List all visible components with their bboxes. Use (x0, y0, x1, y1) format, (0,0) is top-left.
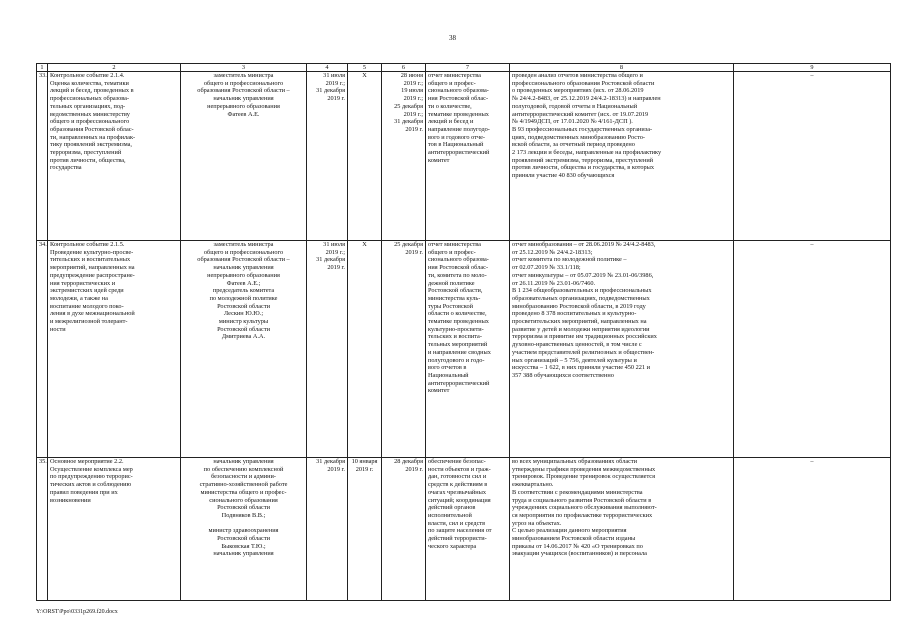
expected-result-cell-line: ния Ростовской облас- (428, 264, 489, 272)
event-cell-line: экстремистских идей среди (50, 287, 124, 295)
note-cell: – (734, 72, 891, 241)
expected-result-cell-line: вого отчетов в (428, 364, 467, 372)
event-cell-line: тических актов и соблюдению (50, 481, 132, 489)
event-cell-line: тительских и воспитательных (50, 256, 131, 264)
actual-result-cell-line: просветительских мероприятий, направленных на (512, 318, 647, 326)
expected-result-cell-line: дежной политике (428, 279, 475, 287)
responsible-cell-line: непрерывного образования (207, 102, 280, 110)
row-number: 34. (37, 241, 48, 458)
responsible-cell-line: Фатеев А.Е. (227, 110, 260, 118)
expected-result-cell-line: тельских и воспита- (428, 333, 482, 341)
expected-result-cell-line: средств к действиям в (428, 481, 488, 489)
plan-date-cell (307, 72, 348, 241)
actual-result-cell-line: отчет комитета по молодежной политике – (512, 256, 627, 264)
responsible-cell-line: стративно-хозяйственной работе (199, 481, 288, 489)
plan-date-cell-line: 2019 г. (327, 264, 345, 272)
expected-result-cell-line: сионального образова- (428, 256, 489, 264)
header-row (37, 64, 891, 72)
actual-result-cell-line: терроризма и привитие им традиционных российских (512, 333, 657, 341)
event-cell-line: Оценка количества, тематики (50, 79, 129, 87)
deadline-cell-line: 2019 г. (405, 125, 423, 133)
responsible-cell-line: начальник управления (213, 264, 274, 272)
row-number: 33. (37, 72, 48, 241)
event-cell (48, 458, 181, 601)
expected-result-cell-line: отчет министерства (428, 72, 481, 79)
plan-date-cell-line: 31 декабря (316, 256, 345, 264)
expected-result-cell-line: тов в Национальный (428, 141, 484, 149)
event-cell-line: молодежи, а также на (50, 294, 108, 302)
header-col-9: 9 (734, 64, 891, 72)
actual-result-cell-line: ежеквартально. (512, 481, 554, 489)
event-cell-line: Основное мероприятие 2.2. (50, 458, 124, 465)
expected-result-cell-line: общего и профес- (428, 248, 476, 256)
responsible-cell-line: Ростовской области (217, 302, 270, 310)
responsible-cell-line: министр здравоохранения (208, 527, 279, 535)
expected-result-cell-line: по защите населения от (428, 527, 492, 535)
expected-result-cell-line: вого и годового отче- (428, 133, 486, 141)
actual-result-cell-line: профессионального образования Ростовской области (512, 79, 655, 87)
event-cell-line: тельных организациях, под- (50, 102, 126, 110)
responsible-cell-line: Ростовской области (217, 325, 270, 333)
actual-result-cell-line: проявлений экстремизма, терроризма, преступлений (512, 156, 654, 164)
responsible-cell (181, 241, 307, 458)
actual-result-cell-line: о проведенных мероприятиях (исх. от 28.06.2019 (512, 87, 644, 95)
plan-date-cell (307, 241, 348, 458)
deadline-cell-line: 31 декабря (394, 118, 423, 126)
actual-result-cell-line: от 26.11.2019 № 23.01-06/7460. (512, 279, 596, 287)
actual-result-cell-line: № 4/1949ДСП, от 17.01.2020 № 4/161-ДСП ). (512, 118, 633, 126)
event-cell-line: Проведение культурно-просве- (50, 248, 134, 256)
event-cell-line: предупреждение распростране- (50, 271, 135, 279)
event-cell-line: и межрелигиозной толерант- (50, 318, 128, 326)
expected-result-cell-line: действий органов (428, 504, 476, 512)
expected-result-cell-line: сионального образова- (428, 87, 489, 95)
expected-result-cell-line: дан, готовности сил и (428, 473, 487, 481)
fact-date-cell (348, 72, 382, 241)
deadline-cell-line: 25 декабря (394, 241, 423, 248)
responsible-cell-line: по молодежной политике (209, 294, 278, 302)
note-cell: – (734, 458, 891, 601)
deadline-cell-line: 28 декабря (394, 458, 423, 465)
fact-date-cell-line: 2019 г. (355, 465, 374, 473)
actual-result-cell-line: приказы от 14.06.2017 № 420 «О тренировках по (512, 542, 643, 550)
expected-result-cell-line: Ростовской области, (428, 287, 483, 295)
deadline-cell-line: 2019 г. (405, 248, 423, 256)
event-cell-line: мероприятий, направленных на (50, 264, 135, 272)
actual-result-cell-line: проведено 8 378 воспитательных и культурно- (512, 310, 637, 318)
event-cell-line: ления в духе межнациональной (50, 310, 135, 318)
responsible-cell-line: начальник управления (213, 550, 274, 558)
actual-result-cell-line: утверждены графики проведения межведомственных (512, 465, 656, 473)
expected-result-cell-line: полугодового и годо- (428, 356, 485, 364)
actual-result-cell-line: во всех муниципальных образованиях области (512, 458, 638, 465)
expected-result-cell (426, 72, 510, 241)
responsible-cell (181, 72, 307, 241)
responsible-cell-line: образования Ростовской области – (197, 256, 290, 264)
actual-result-cell (510, 72, 734, 241)
plan-date-cell-line: 31 июля (323, 241, 345, 248)
responsible-cell (181, 458, 307, 601)
deadline-cell (382, 241, 426, 458)
plan-date-cell (307, 458, 348, 601)
responsible-cell-line: Ростовской области (217, 504, 270, 512)
event-cell-line: государства (50, 164, 82, 172)
event-cell-line: против личности, общества, (50, 156, 126, 164)
actual-result-cell-line: С целью реализации данного мероприятия (512, 527, 627, 535)
actual-result-cell-line: В 1 234 общеобразовательных и профессиональных (512, 287, 652, 295)
actual-result-cell-line: полугодовой, годовой отчеты в Национальный (512, 102, 638, 110)
event-cell-line: ведомственных министерству (50, 110, 130, 118)
responsible-cell-line: министерства общего и профес- (200, 488, 287, 496)
expected-result-cell-line: лекций и бесед и (428, 118, 474, 126)
expected-result-cell-line: антитеррористический (428, 149, 490, 157)
plan-date-cell-line: 31 декабря (316, 87, 345, 95)
actual-result-cell-line: циях, подведомственных минобразованию Росто- (512, 133, 645, 141)
fact-date-cell-line: X (362, 72, 367, 79)
expected-result-cell-line: отчет министерства (428, 241, 481, 248)
responsible-cell-line: сионального образования (209, 496, 278, 504)
actual-result-cell-line: искусства – 1 622, в них приняли участие 450 221 и (512, 364, 650, 372)
deadline-cell (382, 458, 426, 601)
responsible-cell-line: министр культуры (218, 318, 269, 326)
table-row (37, 72, 891, 241)
responsible-cell-line: заместитель министра (213, 72, 274, 79)
event-cell-line: лекций и бесед, проведенных в (50, 87, 134, 95)
actual-result-cell-line: учреждениях социального обслуживания выполняют- (512, 504, 657, 512)
event-cell-line: ния террористических и (50, 279, 116, 287)
actual-result-cell (510, 458, 734, 601)
header-col-8: 8 (510, 64, 734, 72)
actual-result-cell-line: труда и социального развития Ростовской области в (512, 496, 652, 504)
expected-result-cell-line: антитеррористический (428, 379, 490, 387)
plan-date-cell-line: 2019 г.; (325, 248, 345, 256)
actual-result-cell-line: антитеррористический комитет (исх. от 19.07.2019 (512, 110, 649, 118)
expected-result-cell (426, 241, 510, 458)
expected-result-cell-line: и направление сводных (428, 348, 491, 356)
expected-result-cell-line: ческого характера (428, 542, 477, 550)
responsible-cell-line: Дмитриева А.А. (221, 333, 266, 341)
deadline-cell-line: 2019 г.; (403, 79, 423, 87)
header-col-3: 3 (181, 64, 307, 72)
actual-result-cell-line: 357 388 обучающихся соответственно (512, 371, 614, 379)
actual-result-cell (510, 241, 734, 458)
actual-result-cell-line: В 93 профессиональных государственных организа- (512, 125, 653, 133)
fact-date-cell (348, 458, 382, 601)
responsible-cell-line (183, 520, 304, 528)
actual-result-cell-line: № 24/4.2-8483, от 25.12.2019 24/4.2-18313) и направлен (512, 95, 661, 103)
actual-result-cell-line: от 02.07.2019 № 33.1/118; (512, 264, 581, 272)
expected-result-cell-line: тематике проведенных (428, 318, 489, 326)
expected-result-cell-line: комитет (428, 156, 450, 164)
deadline-cell-line: 2019 г.; (403, 110, 423, 118)
event-cell-line: тику проявлений экстремизма, (50, 141, 133, 149)
event-cell-line: правил поведения при их (50, 488, 118, 496)
expected-result-cell-line: исполнительной (428, 511, 472, 519)
expected-result-cell-line: ситуаций; координация (428, 496, 491, 504)
deadline-cell-line: 2019 г.; (403, 95, 423, 103)
fact-date-cell-line: 10 января (351, 458, 378, 465)
responsible-cell-line: Подвняков В.В.; (221, 511, 266, 519)
expected-result-cell-line: власти, сил и средств (428, 519, 486, 527)
event-cell-line: ти, направленных на профилак- (50, 133, 136, 141)
fact-date-cell-line: X (362, 241, 367, 248)
responsible-cell-line: общего и профессионального (203, 79, 284, 87)
actual-result-cell-line: отчет минкультуры – от 05.07.2019 № 23.01-06/3986, (512, 271, 654, 279)
actual-result-cell-line: от 25.12.2019 № 24/4.2-18313; (512, 248, 593, 256)
responsible-cell-line: заместитель министра (213, 241, 274, 248)
actual-result-cell-line: минобразованием Ростовской области изданы (512, 535, 636, 543)
expected-result-cell-line: направление полугодо- (428, 125, 490, 133)
deadline-cell-line: 28 июня (400, 72, 423, 79)
responsible-cell-line: начальник управления (213, 95, 274, 103)
row-number: 35. (37, 458, 48, 601)
expected-result-cell-line: культурно-просвети- (428, 325, 484, 333)
responsible-cell-line: безопасности и админи- (211, 473, 276, 481)
expected-result-cell-line: туры Ростовской (428, 302, 474, 310)
fact-date-cell (348, 241, 382, 458)
actual-result-cell-line: минобразованию Ростовской области, в 2019 году (512, 302, 646, 310)
expected-result-cell-line: очагах чрезвычайных (428, 488, 487, 496)
expected-result-cell-line: обеспечение безопас- (428, 458, 486, 465)
responsible-cell-line: общего и профессионального (203, 248, 284, 256)
actual-result-cell-line: отчет минобразования – от 28.06.2019 № 24/4.2-8483, (512, 241, 656, 248)
actual-result-cell-line: против личности, общества и государства, в которых (512, 164, 654, 172)
responsible-cell-line: образования Ростовской области – (197, 87, 290, 95)
file-path-footer: Y:\ORST\Ppo\0331p269.f20.docx (36, 609, 118, 615)
responsible-cell-line: начальник управления (213, 458, 274, 465)
actual-result-cell-line: развитие у детей и молодежи неприятия идеологии (512, 325, 650, 333)
deadline-cell-line: 2019 г. (405, 465, 423, 473)
actual-result-cell-line: ся мероприятия по профилактике террористических (512, 511, 653, 519)
actual-result-cell-line: вской области, за отчетный период проведено (512, 141, 635, 149)
actual-result-cell-line: образовательных организациях, подведомственных (512, 294, 650, 302)
deadline-cell-line: 19 июля (401, 87, 423, 95)
event-cell (48, 241, 181, 458)
header-col-2: 2 (48, 64, 181, 72)
expected-result-cell-line: комитет (428, 387, 450, 395)
actual-result-cell-line: эвакуации учащихся (воспитанников) и персонала (512, 550, 647, 558)
expected-result-cell (426, 458, 510, 601)
expected-result-cell-line: ности объектов и граж- (428, 465, 491, 473)
table-row (37, 241, 891, 458)
expected-result-cell-line: тематике проведенных (428, 110, 489, 118)
header-col-7: 7 (426, 64, 510, 72)
plan-date-cell-line: 31 июля (323, 72, 345, 79)
event-cell-line: терроризма, преступлений (50, 149, 122, 157)
expected-result-cell-line: действий террористи- (428, 535, 487, 543)
event-cell-line: образования Ростовской облас- (50, 125, 134, 133)
responsible-cell-line: Лескин Ю.Ю.; (223, 310, 264, 318)
event-cell-line: профессиональных образова- (50, 95, 130, 103)
plan-date-cell-line: 2019 г.; (325, 79, 345, 87)
table-row (37, 458, 891, 601)
event-cell-line: ности (50, 325, 66, 333)
plan-date-cell-line: 2019 г. (327, 465, 345, 473)
expected-result-cell-line: ти, комитета по моло- (428, 271, 487, 279)
responsible-cell-line: Фатеев А.Е.; (226, 279, 261, 287)
header-col-1: 1 (37, 64, 48, 72)
responsible-cell-line: Быковская Т.Ю.; (221, 542, 266, 550)
expected-result-cell-line: области о количестве, (428, 310, 487, 318)
actual-result-cell-line: ных организаций – 5 756, деятелей культуры и (512, 356, 637, 364)
responsible-cell-line: по обеспечению комплексной (203, 465, 284, 473)
actual-result-cell-line: угроз на объектах. (512, 519, 562, 527)
event-cell-line: общего и профессионального (50, 118, 130, 126)
event-cell-line: Осуществление комплекса мер (50, 465, 133, 473)
report-table (36, 63, 891, 601)
responsible-cell-line: непрерывного образования (207, 271, 280, 279)
actual-result-cell-line: В соответствии с рекомендациями министерства (512, 488, 643, 496)
event-cell-line: Контрольное событие 2.1.4. (50, 72, 125, 79)
responsible-cell-line: Ростовской области (217, 535, 270, 543)
actual-result-cell-line: участием представителей религиозных и обществен- (512, 348, 655, 356)
expected-result-cell-line: общего и профес- (428, 79, 476, 87)
page-number: 38 (449, 34, 456, 42)
responsible-cell-line: председатель комитета (212, 287, 275, 295)
deadline-cell (382, 72, 426, 241)
expected-result-cell-line: тельных мероприятий (428, 341, 488, 349)
note-cell: – (734, 241, 891, 458)
header-col-4: 4 (307, 64, 348, 72)
plan-date-cell-line: 31 декабря (316, 458, 345, 465)
event-cell-line: по предупреждению террорис- (50, 473, 133, 481)
event-cell-line: воспитание молодого поко- (50, 302, 124, 310)
plan-date-cell-line: 2019 г. (327, 95, 345, 103)
event-cell (48, 72, 181, 241)
expected-result-cell-line: Национальный (428, 371, 469, 379)
actual-result-cell-line: проведен анализ отчетов министерства общего и (512, 72, 643, 79)
header-col-6: 6 (382, 64, 426, 72)
expected-result-cell-line: ти о количестве, (428, 102, 472, 110)
deadline-cell-line: 25 декабря (394, 102, 423, 110)
actual-result-cell-line: приняли участие 40 830 обучающихся (512, 172, 615, 180)
event-cell-line: Контрольное событие 2.1.5. (50, 241, 125, 248)
actual-result-cell-line: духовно-нравственных ценностей, в том числе с (512, 341, 642, 349)
expected-result-cell-line: ния Ростовской облас- (428, 95, 489, 103)
event-cell-line: возникновении (50, 496, 91, 504)
header-col-5: 5 (348, 64, 382, 72)
expected-result-cell-line: министерства куль- (428, 294, 481, 302)
actual-result-cell-line: тренировок. Проведение тренировок осуществляется (512, 473, 655, 481)
actual-result-cell-line: 2 173 лекции и беседы, направленные на профилактику (512, 149, 662, 157)
